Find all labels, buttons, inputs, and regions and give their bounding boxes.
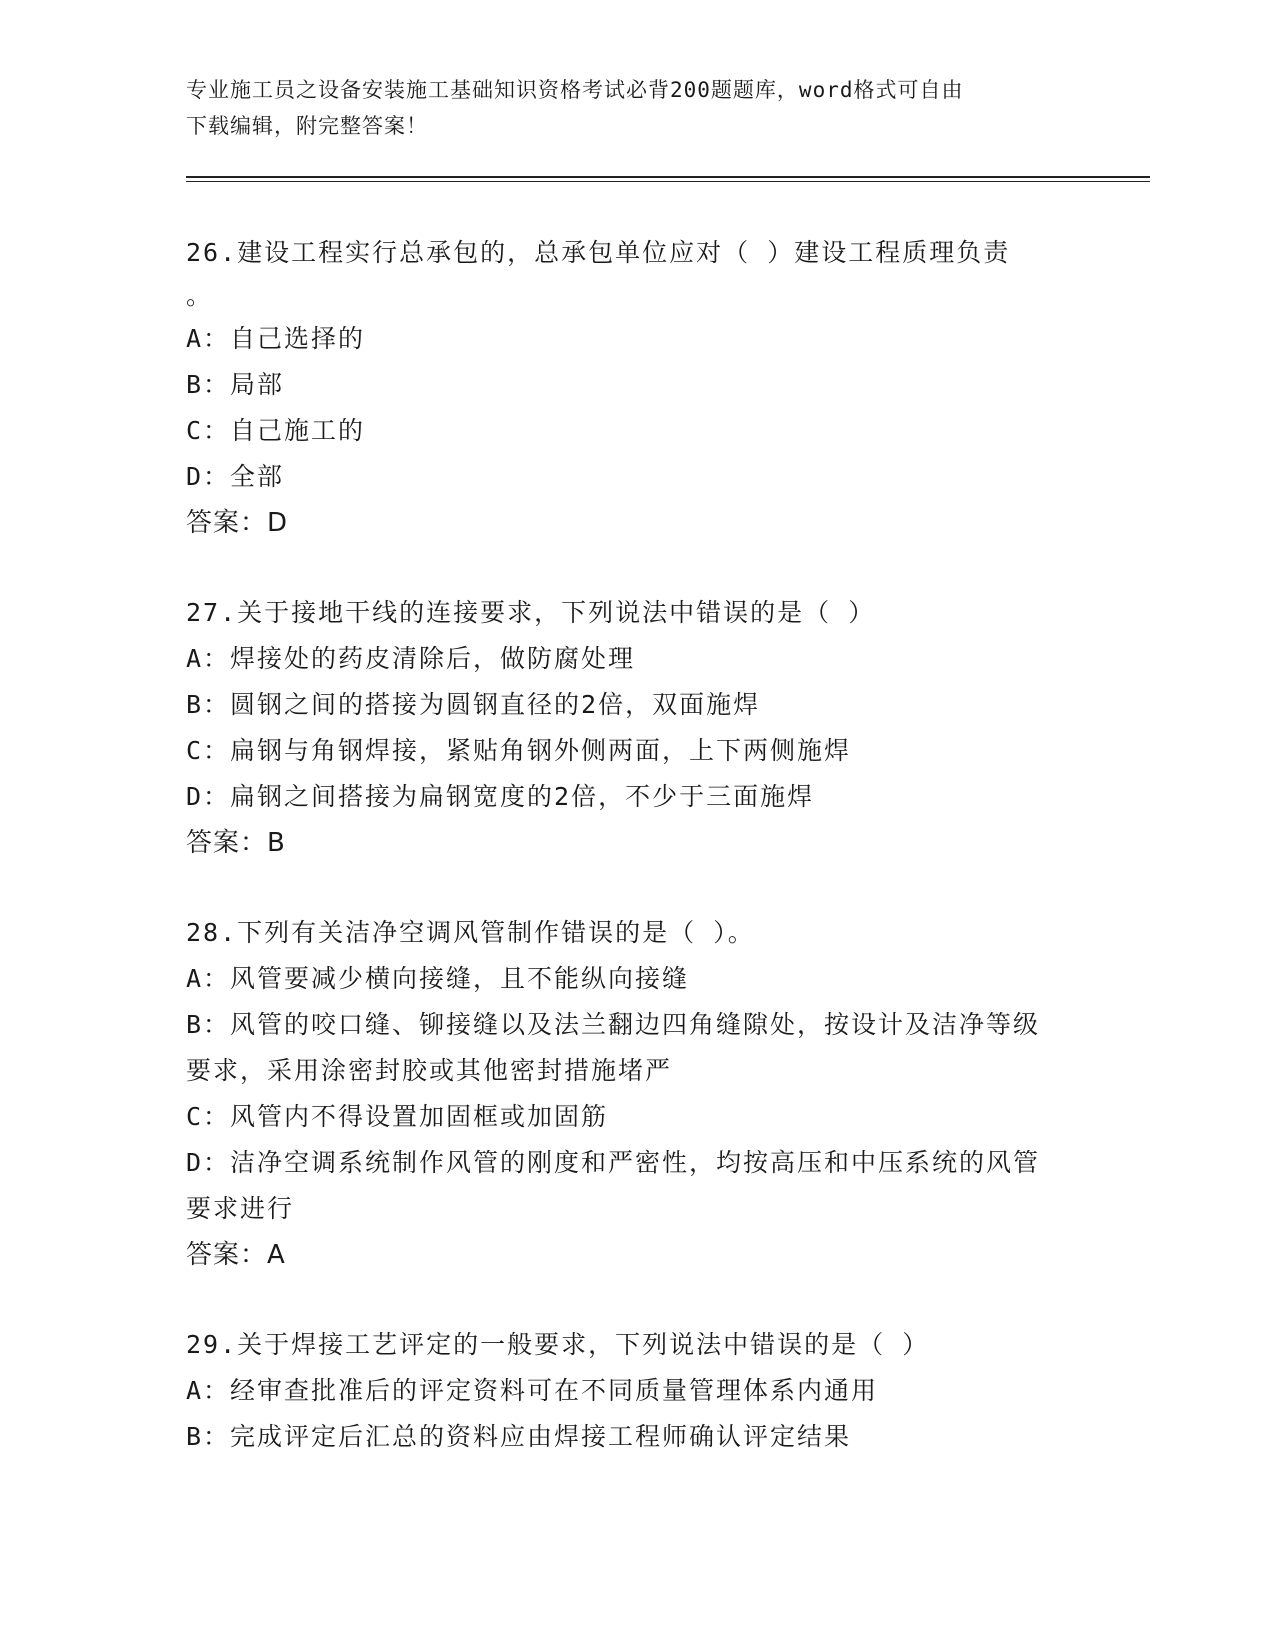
option-d: D：洁净空调系统制作风管的刚度和严密性，均按高压和中压系统的风管要求进行 xyxy=(186,1148,1041,1223)
header-line-2: 下载编辑，附完整答案！ xyxy=(186,114,428,138)
option-c: C：自己施工的 xyxy=(186,416,366,445)
option-c: C：风管内不得设置加固框或加固筋 xyxy=(186,1102,609,1131)
answer: 答案：A xyxy=(186,1240,286,1270)
question-stem: 27.关于接地干线的连接要求，下列说法中错误的是（ ） xyxy=(186,598,876,627)
question-list xyxy=(186,230,1066,1504)
answer: 答案：D xyxy=(186,508,289,538)
option-a: A：焊接处的药皮清除后，做防腐处理 xyxy=(186,644,636,673)
document-header xyxy=(186,72,1066,144)
question-stem-continuation: 。 xyxy=(186,281,214,310)
option-d: D：扁钢之间搭接为扁钢宽度的2倍，不少于三面施焊 xyxy=(186,782,815,811)
header-divider-thin xyxy=(186,181,1150,182)
header-divider-thick xyxy=(186,176,1150,178)
question-stem: 28.下列有关洁净空调风管制作错误的是（ ）。 xyxy=(186,918,755,947)
header-line-1: 专业施工员之设备安装施工基础知识资格考试必背200题题库，word格式可自由 xyxy=(186,78,964,102)
option-a: A：自己选择的 xyxy=(186,324,366,353)
option-b: B：局部 xyxy=(186,370,285,399)
option-b: B：完成评定后汇总的资料应由焊接工程师确认评定结果 xyxy=(186,1422,852,1451)
option-b: B：圆钢之间的搭接为圆钢直径的2倍，双面施焊 xyxy=(186,690,761,719)
question-28 xyxy=(186,910,1066,1278)
option-a: A：经审查批准后的评定资料可在不同质量管理体系内通用 xyxy=(186,1376,879,1405)
option-a: A：风管要减少横向接缝，且不能纵向接缝 xyxy=(186,964,690,993)
answer: 答案：B xyxy=(186,828,286,858)
option-b: B：风管的咬口缝、铆接缝以及法兰翻边四角缝隙处，按设计及洁净等级要求，采用涂密封胶或其他密封措施堵严 xyxy=(186,1010,1041,1085)
option-d: D：全部 xyxy=(186,462,285,491)
question-27 xyxy=(186,590,1066,866)
question-29 xyxy=(186,1322,1066,1460)
question-stem: 29.关于焊接工艺评定的一般要求，下列说法中错误的是（ ） xyxy=(186,1330,930,1359)
question-stem: 26.建设工程实行总承包的，总承包单位应对（ ）建设工程质理负责 xyxy=(186,238,1011,267)
option-c: C：扁钢与角钢焊接，紧贴角钢外侧两面，上下两侧施焊 xyxy=(186,736,852,765)
question-26 xyxy=(186,230,1066,546)
